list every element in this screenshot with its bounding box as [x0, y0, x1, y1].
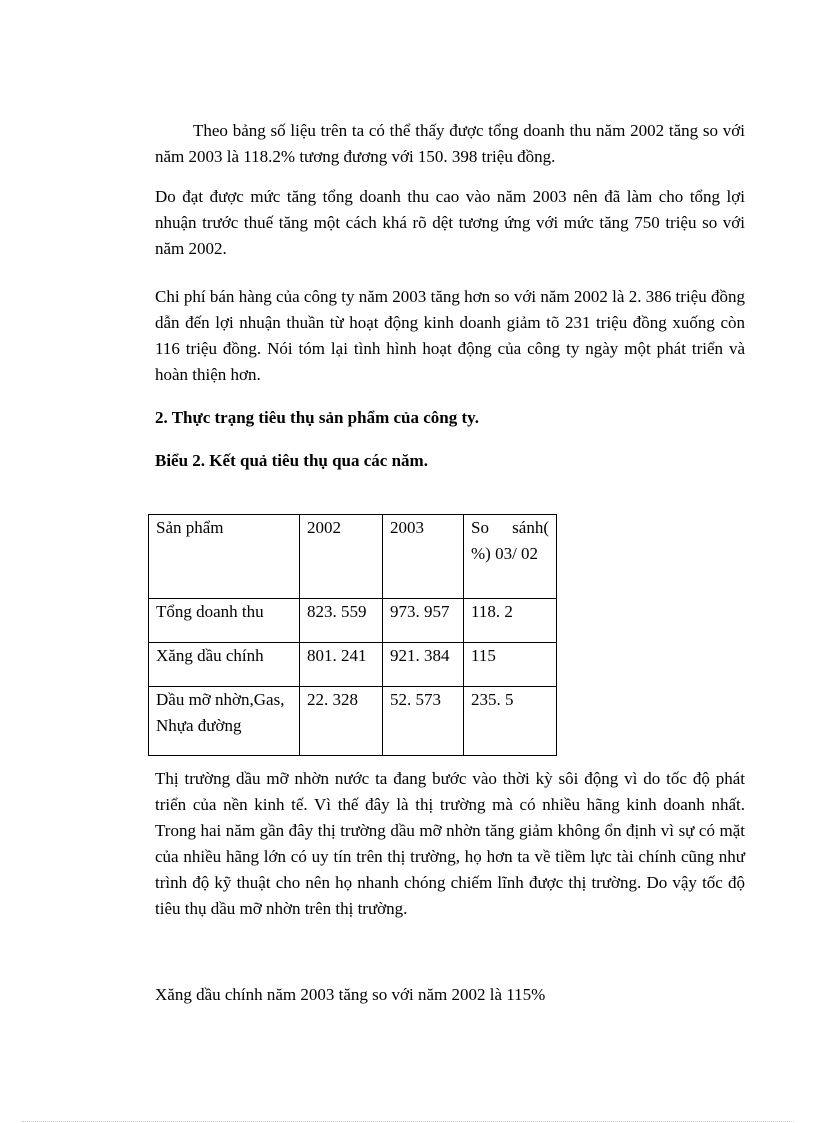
- table-row: [149, 687, 557, 756]
- header-2002: 2002: [300, 515, 383, 599]
- header-compare-line1: So sánh(: [471, 518, 549, 537]
- cell-product: Tổng doanh thu: [149, 599, 300, 643]
- cell-product: Xăng dầu chính: [149, 643, 300, 687]
- header-2003: 2003: [383, 515, 464, 599]
- table-row: [149, 643, 557, 687]
- header-product: Sản phẩm: [149, 515, 300, 599]
- header-compare-line2: %) 03/ 02: [471, 544, 539, 563]
- cell-2003: 921. 384: [383, 643, 464, 687]
- table-row: [149, 599, 557, 643]
- cell-2002: 801. 241: [300, 643, 383, 687]
- cell-product: Dầu mỡ nhờn,Gas, Nhựa đường: [149, 687, 300, 756]
- sales-results-table: [148, 514, 557, 756]
- header-compare: [464, 515, 557, 599]
- section-heading: 2. Thực trạng tiêu thụ sản phẩm của công ty.: [155, 408, 479, 427]
- table-header-row: [149, 515, 557, 599]
- paragraph-revenue-summary: Theo bảng số liệu trên ta có thể thấy được tổng doanh thu năm 2002 tăng so với năm 2003 là 118.2% tương đương với 150. 398 triệu đồng.: [155, 121, 745, 166]
- paragraph-profit-increase: Do đạt được mức tăng tổng doanh thu cao vào năm 2003 nên đã làm cho tổng lợi nhuận trước thuế tăng một cách khá rõ dệt tương ứng với mức tăng 750 triệu so với năm 2002.: [155, 187, 745, 258]
- paragraph-fuel-growth: Xăng dầu chính năm 2003 tăng so với năm 2002 là 115%: [155, 985, 546, 1004]
- cell-2002: 823. 559: [300, 599, 383, 643]
- paragraph-selling-costs: Chi phí bán hàng của công ty năm 2003 tăng hơn so với năm 2002 là 2. 386 triệu đồng dẫn đến lợi nhuận thuần từ hoạt động kinh doanh giảm tõ 231 triệu đồng xuống còn 116 triệu đồng. Nói tóm lại tình hình hoạt động của công ty ngày một phát triển và hoàn thiện hơn.: [155, 287, 745, 384]
- cell-compare: 235. 5: [464, 687, 557, 756]
- cell-2003: 52. 573: [383, 687, 464, 756]
- cell-compare: 115: [464, 643, 557, 687]
- page-bottom-rule: [22, 1121, 794, 1122]
- cell-2002: 22. 328: [300, 687, 383, 756]
- paragraph-lubricant-market: Thị trường dầu mỡ nhờn nước ta đang bước vào thời kỳ sôi động vì do tốc độ phát triển của nền kinh tế. Vì thế đây là thị trường mà có nhiều hãng kinh doanh nhất. Trong hai năm gần đây thị trường dầu mỡ nhờn tăng giảm không ổn định vì sự có mặt của nhiều hãng lớn có uy tín trên thị trường, họ hơn ta về tiềm lực tài chính cũng như trình độ kỹ thuật cho nên họ nhanh chóng chiếm lĩnh được thị trường. Do vậy tốc độ tiêu thụ dầu mỡ nhờn trên thị trường.: [155, 769, 745, 918]
- cell-compare: 118. 2: [464, 599, 557, 643]
- cell-2003: 973. 957: [383, 599, 464, 643]
- table-caption: Biểu 2. Kết quả tiêu thụ qua các năm.: [155, 451, 428, 470]
